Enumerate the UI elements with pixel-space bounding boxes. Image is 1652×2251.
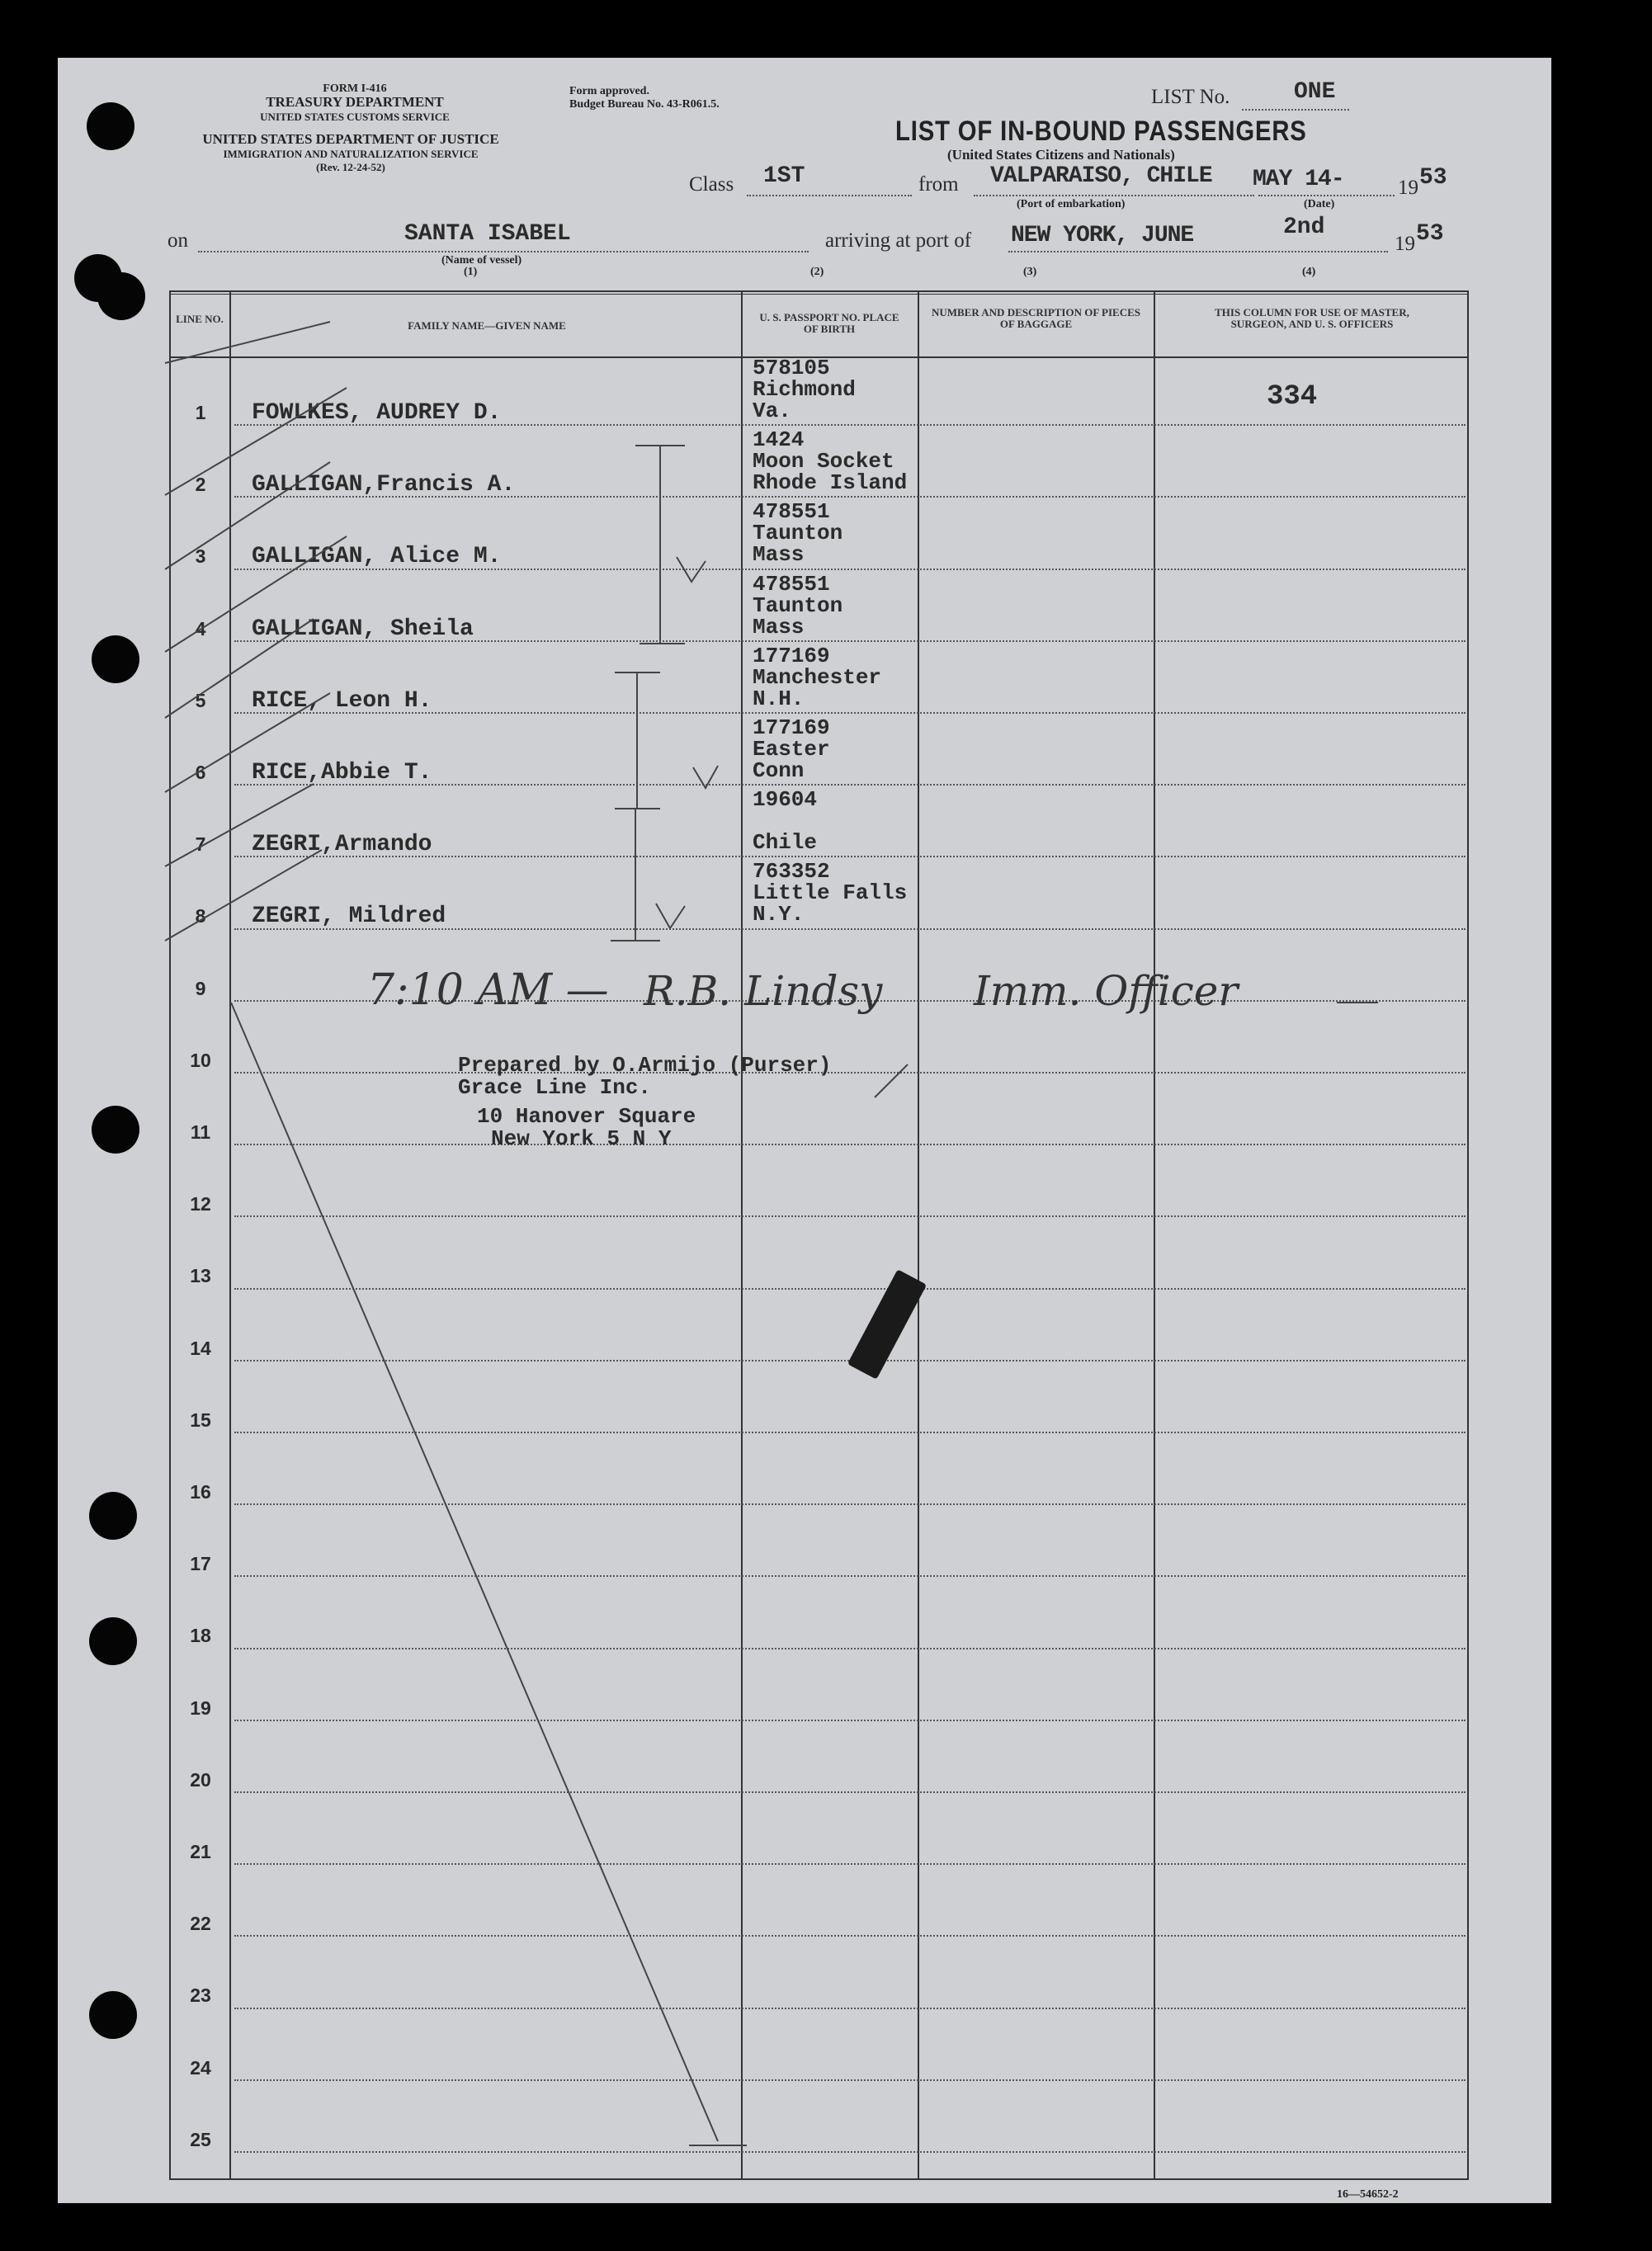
row-number: 3	[195, 545, 206, 568]
birth-place-line-2: Rhode Island	[753, 470, 908, 496]
passport-number: 478551	[753, 499, 830, 525]
passenger-name: GALLIGAN, Alice M.	[252, 544, 502, 570]
arrival-date-value: 2nd	[1283, 215, 1325, 240]
page-subtitle: (United States Citizens and Nationals)	[947, 147, 1175, 163]
arrival-year-value: 53	[1416, 221, 1444, 247]
vessel-name: SANTA ISABEL	[404, 221, 571, 247]
handwritten-time: 7:10 AM —	[367, 965, 609, 1015]
passport-number: 763352	[753, 859, 830, 885]
birth-place-line-1: Taunton	[753, 592, 843, 618]
row-number: 8	[195, 905, 206, 927]
row-number: 9	[195, 977, 206, 999]
col-num-3: (3)	[1023, 266, 1037, 278]
passport-number: 578105	[753, 356, 830, 380]
treasury-dept: TREASURY DEPARTMENT	[266, 94, 444, 110]
birth-place-line-1: Richmond	[753, 377, 856, 402]
passenger-name: RICE, Leon H.	[252, 687, 432, 714]
col-num-4: (4)	[1302, 266, 1316, 278]
passenger-name: RICE,Abbie T.	[252, 760, 432, 786]
row-number: 21	[190, 1841, 211, 1862]
handwritten-title: Imm. Officer	[974, 967, 1239, 1015]
birth-place-line-2: Mass	[753, 614, 805, 639]
form-approved: Form approved.	[569, 85, 649, 97]
passenger-name: FOWLKES, AUDREY D.	[252, 400, 502, 426]
on-label: on	[168, 229, 188, 252]
passport-number: 1424	[753, 427, 805, 453]
passport-number: 19604	[753, 787, 818, 813]
prepared-line-3: 10 Hanover Square	[477, 1104, 696, 1129]
arrival-year-prefix: 19	[1395, 233, 1415, 255]
customs-service: UNITED STATES CUSTOMS SERVICE	[260, 111, 450, 123]
row-number: 25	[190, 2128, 211, 2150]
col-header-passport: U. S. PASSPORT NO. PLACE OF BIRTH	[759, 311, 899, 335]
officer-note: 334	[1267, 381, 1318, 413]
arriving-label: arriving at port of	[825, 229, 972, 252]
row-number: 6	[195, 762, 206, 783]
from-label: from	[918, 173, 959, 196]
year-prefix: 19	[1398, 177, 1418, 199]
row-number: 4	[195, 617, 206, 639]
row-number: 16	[190, 1481, 211, 1503]
class-value: 1ST	[763, 163, 805, 189]
passenger-name: ZEGRI, Mildred	[252, 904, 446, 930]
arrival-port-value: NEW YORK, JUNE	[1011, 223, 1194, 248]
row-number: 14	[190, 1337, 211, 1359]
form-number: FORM I-416	[323, 83, 387, 95]
class-label: Class	[689, 173, 734, 196]
list-no-label: LIST No.	[1151, 86, 1230, 108]
passport-number: 478551	[753, 571, 830, 597]
birth-place-line-2: N.H.	[753, 686, 805, 711]
handwritten-signature: R.B. Lindsy	[644, 967, 883, 1015]
prepared-line-1: Prepared by O.Armijo (Purser)	[458, 1053, 832, 1078]
birth-place-line-2: Va.	[753, 399, 791, 423]
col-header-baggage: NUMBER AND DESCRIPTION OF PIECES OF BAGGAGE	[931, 306, 1141, 330]
passenger-name: ZEGRI,Armando	[252, 832, 432, 858]
row-number: 5	[195, 689, 206, 711]
row-number: 1	[195, 402, 206, 423]
row-number: 11	[190, 1121, 211, 1143]
passport-number: 177169	[753, 715, 830, 740]
prepared-line-2: Grace Line Inc.	[458, 1075, 652, 1100]
budget-bureau: Budget Bureau No. 43-R061.5.	[569, 98, 720, 111]
birth-place-line-1: Moon Socket	[753, 449, 894, 474]
col-header-line-no: LINE NO.	[176, 313, 224, 325]
birth-place-line-2: N.Y.	[753, 902, 805, 927]
port-embarkation-value: VALPARAISO, CHILE	[990, 163, 1212, 189]
prepared-line-4: New York 5 N Y	[491, 1126, 672, 1151]
birth-place-line-2: Mass	[753, 542, 805, 568]
page-title: LIST OF IN-BOUND PASSENGERS	[895, 116, 1307, 147]
birth-place-line-2: Conn	[753, 758, 805, 783]
row-number: 2	[195, 474, 206, 496]
row-number: 10	[190, 1049, 211, 1071]
passport-number: 177169	[753, 643, 830, 668]
birth-place-line-1: Easter	[753, 737, 830, 762]
row-number: 19	[190, 1697, 211, 1719]
row-number: 18	[190, 1625, 211, 1647]
row-number: 13	[190, 1265, 211, 1287]
birth-place-line-1: Little Falls	[753, 880, 908, 906]
vessel-caption: (Name of vessel)	[441, 254, 522, 267]
row-number: 7	[195, 833, 206, 856]
col-header-officers: THIS COLUMN FOR USE OF MASTER, SURGEON, AND U. S. OFFICERS	[1215, 306, 1409, 330]
date-caption: (Date)	[1304, 198, 1335, 210]
port-embarkation-caption: (Port of embarkation)	[1017, 198, 1126, 210]
row-number: 17	[190, 1553, 211, 1575]
col-num-2: (2)	[810, 266, 824, 278]
passenger-name: GALLIGAN,Francis A.	[252, 472, 516, 498]
row-number: 12	[190, 1193, 211, 1215]
row-number: 24	[190, 2056, 211, 2079]
birth-place-line-1: Taunton	[753, 521, 843, 546]
justice-dept: UNITED STATES DEPARTMENT OF JUSTICE	[202, 131, 499, 147]
birth-place-line-2: Chile	[753, 830, 818, 856]
col-num-1: (1)	[464, 266, 478, 278]
form-revision: (Rev. 12-24-52)	[316, 161, 385, 173]
row-number: 22	[190, 1913, 211, 1935]
footer-code: 16—54652-2	[1337, 2188, 1399, 2201]
ins-service: IMMIGRATION AND NATURALIZATION SERVICE	[223, 148, 479, 160]
row-number: 23	[190, 1984, 211, 2007]
birth-place-line-1: Manchester	[753, 664, 882, 690]
col-header-name: FAMILY NAME—GIVEN NAME	[408, 319, 566, 332]
list-no-value: ONE	[1294, 79, 1336, 105]
row-number: 20	[190, 1768, 211, 1791]
row-number: 15	[190, 1409, 211, 1431]
passenger-name: GALLIGAN, Sheila	[252, 616, 474, 642]
embark-date-value: MAY 14-	[1253, 167, 1344, 192]
embark-year-value: 53	[1419, 165, 1447, 191]
